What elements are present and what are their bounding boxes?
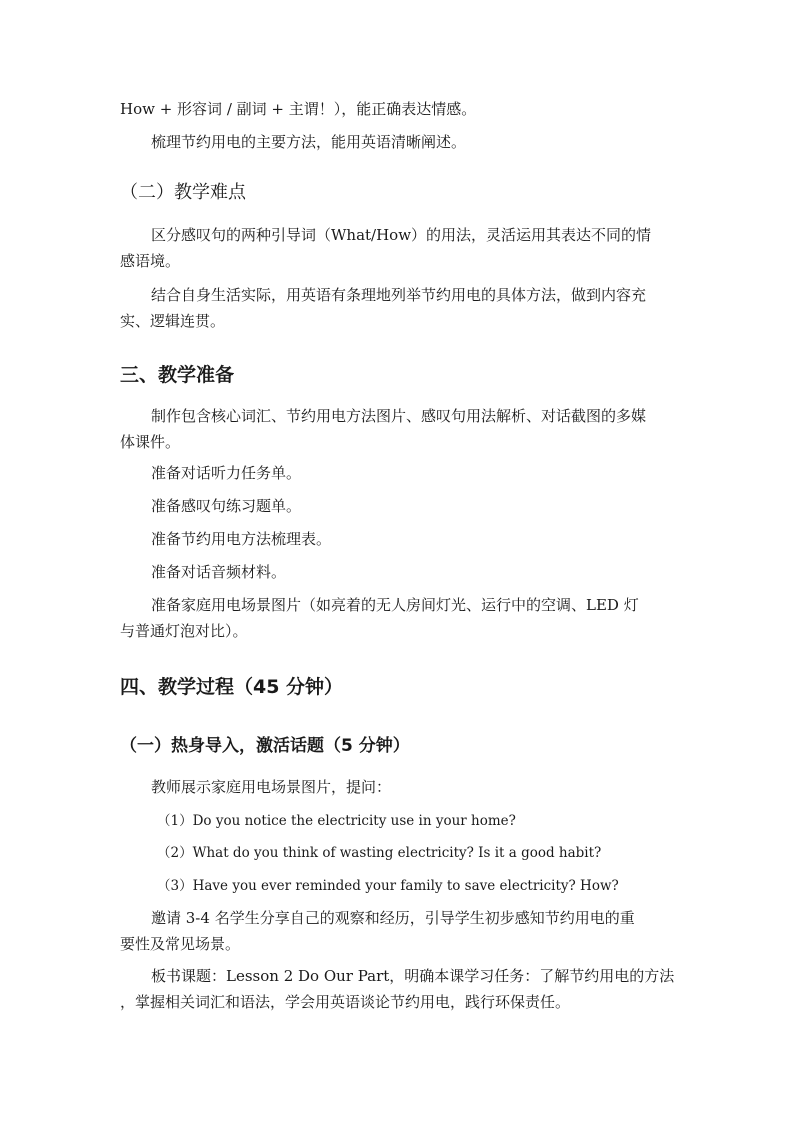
paragraph-line: 与普通灯泡对比）。 — [120, 622, 248, 640]
paragraph-line: 体课件。 — [120, 433, 181, 451]
paragraph: 准备节约用电方法梳理表。 — [151, 530, 332, 548]
paragraph: 梳理节约用电的主要方法，能用英语清晰阐述。 — [151, 133, 467, 151]
question-item: （2）What do you think of wasting electricity? Is it a good habit? — [157, 845, 602, 861]
section-heading-preparation: 三、教学准备 — [120, 364, 235, 386]
paragraph: 准备对话听力任务单。 — [151, 464, 302, 482]
subsection-heading-warmup: （一）热身导入，激活话题（5 分钟） — [120, 736, 410, 756]
paragraph-line: 区分感叹句的两种引导词（What/How）的用法，灵活运用其表达不同的情 — [151, 226, 652, 244]
paragraph-line: ，掌握相关词汇和语法，学会用英语谈论节约用电，践行环保责任。 — [120, 993, 571, 1011]
paragraph-line: 实、逻辑连贯。 — [120, 312, 226, 330]
paragraph-line: 要性及常见场景。 — [120, 935, 241, 953]
paragraph-line: How + 形容词 / 副词 + 主谓！），能正确表达情感。 — [120, 100, 477, 118]
paragraph: 准备对话音频材料。 — [151, 563, 287, 581]
paragraph-line: 板书课题：Lesson 2 Do Our Part，明确本课学习任务：了解节约用电的方法 — [151, 967, 675, 985]
question-item: （1）Do you notice the electricity use in your home? — [157, 813, 516, 829]
paragraph-line: 结合自身生活实际，用英语有条理地列举节约用电的具体方法，做到内容充 — [151, 286, 647, 304]
paragraph: 准备感叹句练习题单。 — [151, 497, 302, 515]
paragraph-line: 准备家庭用电场景图片（如亮着的无人房间灯光、运行中的空调、LED 灯 — [151, 596, 639, 614]
section-heading-process: 四、教学过程（45 分钟） — [120, 676, 344, 698]
section-heading-difficulty: （二）教学难点 — [120, 182, 246, 203]
paragraph-line: 邀请 3-4 名学生分享自己的观察和经历，引导学生初步感知节约用电的重 — [151, 909, 635, 927]
paragraph-line: 感语境。 — [120, 252, 181, 270]
question-item: （3）Have you ever reminded your family to save electricity? How? — [157, 878, 619, 894]
paragraph-line: 制作包含核心词汇、节约用电方法图片、感叹句用法解析、对话截图的多媒 — [151, 407, 647, 425]
paragraph: 教师展示家庭用电场景图片，提问： — [151, 778, 392, 796]
